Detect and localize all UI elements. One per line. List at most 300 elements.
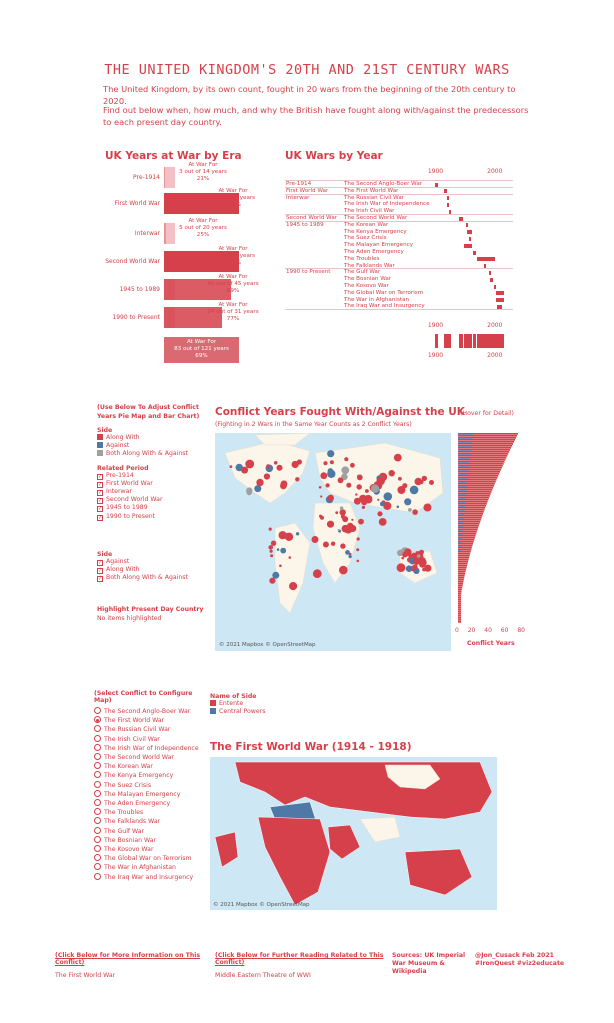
- country-bar[interactable]: [458, 535, 476, 537]
- country-pie-dot[interactable]: [270, 550, 273, 553]
- country-bar-against[interactable]: [458, 521, 464, 523]
- conflict-radio[interactable]: [94, 716, 206, 725]
- footer-info-link[interactable]: The First World War: [55, 972, 116, 979]
- country-pie-dot[interactable]: [397, 563, 406, 572]
- country-pie-dot[interactable]: [245, 460, 254, 469]
- checkbox-checked-icon: ✓: [98, 514, 103, 521]
- country-bar[interactable]: [458, 519, 481, 521]
- wars-name[interactable]: The Irish Civil War: [344, 208, 395, 215]
- war-year-bar[interactable]: [464, 244, 472, 248]
- side-legend-item[interactable]: [97, 442, 207, 450]
- era-bar[interactable]: [164, 167, 165, 188]
- country-pie-dot[interactable]: [285, 533, 293, 541]
- country-pie-dot[interactable]: [357, 537, 360, 540]
- country-bar[interactable]: [458, 443, 513, 445]
- era-label: First World War: [114, 200, 160, 207]
- period-checkbox[interactable]: [97, 513, 207, 521]
- country-bar-against[interactable]: [458, 489, 467, 491]
- country-pie-dot[interactable]: [404, 498, 411, 505]
- country-pie-dot[interactable]: [312, 536, 319, 543]
- country-bar[interactable]: [458, 575, 465, 577]
- country-pie-dot[interactable]: [402, 483, 407, 488]
- country-pie-dot[interactable]: [380, 478, 384, 482]
- country-pie-dot[interactable]: [429, 480, 434, 485]
- mini-timeline-bar: [459, 334, 463, 348]
- conflict-radio[interactable]: [94, 873, 206, 882]
- country-pie-dot[interactable]: [254, 485, 261, 492]
- footer-reading-title: (Click Below for Further Reading Related to This Conflict): [215, 952, 384, 966]
- country-bar[interactable]: [458, 553, 470, 555]
- country-bar[interactable]: [458, 617, 461, 619]
- country-bar-against[interactable]: [458, 493, 466, 495]
- conflict-radio[interactable]: [94, 836, 206, 845]
- country-pie-dot[interactable]: [277, 465, 283, 471]
- country-pie-dot[interactable]: [327, 495, 334, 502]
- country-bar[interactable]: [458, 609, 461, 611]
- country-pie-dot[interactable]: [264, 473, 270, 479]
- country-pie-dot[interactable]: [419, 562, 425, 568]
- country-pie-dot[interactable]: [348, 555, 351, 558]
- country-bar[interactable]: [458, 547, 472, 549]
- wars-name[interactable]: The Falklands War: [344, 262, 395, 269]
- country-bar[interactable]: [458, 599, 461, 601]
- country-bar-against[interactable]: [458, 485, 467, 487]
- country-pie-dot[interactable]: [330, 460, 334, 464]
- country-pie-dot[interactable]: [340, 506, 344, 510]
- wars-name[interactable]: The First World War: [344, 187, 399, 194]
- country-pie-dot[interactable]: [417, 554, 421, 558]
- country-pie-dot[interactable]: [384, 492, 393, 501]
- country-pie-dot[interactable]: [365, 489, 369, 493]
- conflict-radio[interactable]: [94, 854, 206, 863]
- country-pie-dot[interactable]: [338, 477, 344, 483]
- side-name-item[interactable]: [210, 700, 265, 708]
- country-bar[interactable]: [458, 503, 487, 505]
- country-bar[interactable]: [458, 483, 495, 485]
- wars-name[interactable]: The Second Anglo-Boer War: [344, 181, 423, 187]
- country-pie-dot[interactable]: [355, 493, 357, 495]
- radio-icon: [94, 808, 101, 815]
- war-year-bar[interactable]: [489, 271, 491, 275]
- country-pie-dot[interactable]: [422, 568, 426, 572]
- country-bar[interactable]: [458, 515, 482, 517]
- country-bar[interactable]: [458, 595, 461, 597]
- country-bar[interactable]: [458, 573, 465, 575]
- period-label: Pre-1914: [106, 471, 134, 479]
- country-bar-against[interactable]: [458, 473, 468, 475]
- country-pie-dot[interactable]: [379, 518, 387, 526]
- country-pie-dot[interactable]: [356, 548, 359, 551]
- country-pie-dot[interactable]: [279, 565, 282, 568]
- country-bar[interactable]: [458, 555, 470, 557]
- country-pie-dot[interactable]: [271, 541, 276, 546]
- country-pie-dot[interactable]: [289, 556, 292, 559]
- period-checkbox[interactable]: [97, 504, 207, 512]
- country-bar-against[interactable]: [458, 449, 471, 451]
- checkbox-checked-icon: ✓: [98, 473, 103, 480]
- country-pie-dot[interactable]: [406, 565, 413, 572]
- country-pie-dot[interactable]: [357, 560, 360, 563]
- war-year-bar[interactable]: [469, 237, 471, 241]
- country-pie-dot[interactable]: [394, 454, 402, 462]
- country-pie-dot[interactable]: [277, 548, 280, 551]
- country-bar[interactable]: [458, 561, 468, 563]
- country-bar-against[interactable]: [458, 481, 467, 483]
- war-year-bar[interactable]: [447, 203, 449, 207]
- country-pie-dot[interactable]: [345, 550, 350, 555]
- country-bar[interactable]: [458, 447, 511, 449]
- country-bar[interactable]: [458, 613, 461, 615]
- country-bar-against[interactable]: [458, 513, 464, 515]
- conflict-radio[interactable]: [94, 771, 206, 780]
- war-year-bar[interactable]: [447, 196, 449, 200]
- highlight-value[interactable]: No items highlighted: [97, 615, 162, 623]
- mini-timeline-bar: [484, 334, 486, 348]
- wars-name[interactable]: The Aden Emergency: [344, 249, 404, 255]
- country-pie-dot[interactable]: [340, 543, 345, 548]
- war-map[interactable]: [210, 757, 497, 910]
- country-bar[interactable]: [458, 451, 509, 453]
- conflict-radio[interactable]: [94, 725, 206, 734]
- country-bar[interactable]: [458, 611, 461, 613]
- country-pie-dot[interactable]: [320, 516, 324, 520]
- war-map-title: The First World War (1914 - 1918): [210, 741, 412, 753]
- country-pie-dot[interactable]: [416, 551, 419, 554]
- country-pie-dot[interactable]: [410, 486, 419, 495]
- country-bar-against[interactable]: [458, 501, 465, 503]
- conflict-label: The Bosnian War: [104, 836, 157, 844]
- country-bar[interactable]: [458, 579, 464, 581]
- country-bar[interactable]: [458, 523, 480, 525]
- country-bar[interactable]: [458, 435, 517, 437]
- wars-axis-tick-bottom: 1900: [427, 322, 444, 329]
- country-pie-dot[interactable]: [389, 470, 395, 476]
- greenland-shape: [255, 433, 310, 445]
- country-bar-against[interactable]: [458, 517, 464, 519]
- country-bar[interactable]: [458, 591, 462, 593]
- country-pie-dot[interactable]: [351, 519, 353, 521]
- country-bar[interactable]: [458, 569, 466, 571]
- radio-icon: [94, 863, 101, 870]
- country-bar[interactable]: [458, 585, 463, 587]
- country-pie-dot[interactable]: [358, 519, 364, 525]
- country-bar[interactable]: [458, 543, 473, 545]
- country-pie-dot[interactable]: [319, 486, 322, 489]
- country-pie-dot[interactable]: [266, 464, 270, 468]
- country-pie-dot[interactable]: [361, 499, 367, 505]
- legend-swatch: [210, 700, 216, 706]
- country-bar[interactable]: [458, 495, 490, 497]
- conflict-radio[interactable]: [94, 808, 206, 817]
- country-bar[interactable]: [458, 619, 461, 621]
- country-bar[interactable]: [458, 551, 471, 553]
- highlight-title: Highlight Present Day Country: [97, 606, 204, 614]
- conflict-radio[interactable]: [94, 845, 206, 854]
- country-pie-dot[interactable]: [342, 525, 350, 533]
- country-bar-against[interactable]: [458, 525, 463, 527]
- country-bar[interactable]: [458, 565, 467, 567]
- country-pie-dot[interactable]: [256, 479, 263, 486]
- country-pie-dot[interactable]: [401, 557, 404, 560]
- country-bar-against[interactable]: [458, 453, 471, 455]
- radio-icon: [94, 735, 101, 742]
- wars-era-label: Interwar: [286, 194, 310, 201]
- country-bar[interactable]: [458, 607, 461, 609]
- wars-axis-tick-top: 1900: [427, 168, 444, 175]
- country-pie-dot[interactable]: [320, 495, 322, 497]
- country-pie-dot[interactable]: [327, 521, 334, 528]
- country-bar-against[interactable]: [458, 441, 472, 443]
- conflict-years-bar-chart[interactable]: [458, 433, 520, 623]
- country-pie-dot[interactable]: [328, 468, 334, 474]
- conflict-radio[interactable]: [94, 744, 206, 753]
- country-pie-dot[interactable]: [296, 532, 299, 535]
- country-bar[interactable]: [458, 559, 469, 561]
- wars-name[interactable]: The Russian Civil War: [344, 194, 405, 201]
- country-pie-dot[interactable]: [377, 499, 379, 501]
- side-label: Both Along With & Against: [106, 574, 188, 582]
- wars-name[interactable]: The Malayan Emergency: [344, 242, 414, 249]
- country-bar[interactable]: [458, 455, 507, 457]
- country-bar[interactable]: [458, 439, 515, 441]
- country-bar[interactable]: [458, 557, 469, 559]
- country-pie-dot[interactable]: [354, 498, 361, 505]
- country-bar[interactable]: [458, 621, 461, 623]
- era-bar-line: 5 out of 5 years: [210, 195, 256, 202]
- country-bar[interactable]: [458, 475, 498, 477]
- country-pie-dot[interactable]: [230, 465, 233, 468]
- side-name-item[interactable]: [210, 708, 265, 716]
- country-pie-dot[interactable]: [413, 558, 420, 565]
- war-year-bar[interactable]: [477, 257, 495, 261]
- conflict-radio[interactable]: [94, 781, 206, 790]
- war-year-bar[interactable]: [490, 278, 492, 282]
- country-bar[interactable]: [458, 567, 467, 569]
- period-label: Interwar: [106, 488, 132, 496]
- country-bar[interactable]: [458, 527, 478, 529]
- country-pie-dot[interactable]: [268, 545, 273, 550]
- conflict-label: The Aden Emergency: [104, 800, 171, 808]
- country-bar[interactable]: [458, 459, 505, 461]
- country-bar[interactable]: [458, 471, 500, 473]
- period-checkbox[interactable]: [97, 472, 207, 480]
- country-bar-against[interactable]: [458, 465, 469, 467]
- country-bar-against[interactable]: [458, 445, 472, 447]
- conflict-radio[interactable]: [94, 790, 206, 799]
- country-bar-against[interactable]: [458, 541, 462, 543]
- conflict-radio[interactable]: [94, 817, 206, 826]
- country-pie-dot[interactable]: [338, 529, 340, 531]
- country-bar[interactable]: [458, 581, 463, 583]
- conflict-label: The Russian Civil War: [104, 726, 171, 734]
- country-bar-against[interactable]: [458, 533, 463, 535]
- country-pie-dot[interactable]: [349, 525, 356, 532]
- country-bar[interactable]: [458, 603, 461, 605]
- country-bar[interactable]: [458, 531, 477, 533]
- country-bar[interactable]: [458, 487, 493, 489]
- country-pie-dot[interactable]: [295, 477, 299, 481]
- country-bar-against[interactable]: [458, 505, 465, 507]
- country-pie-dot[interactable]: [408, 508, 412, 512]
- war-year-bar[interactable]: [496, 298, 504, 302]
- footer-author: [475, 952, 565, 968]
- wars-name[interactable]: The Korean War: [344, 221, 389, 228]
- country-pie-dot[interactable]: [402, 552, 408, 558]
- country-pie-dot[interactable]: [247, 490, 252, 495]
- country-pie-dot[interactable]: [241, 467, 248, 474]
- country-bar[interactable]: [458, 571, 466, 573]
- country-bar[interactable]: [458, 491, 492, 493]
- wars-name[interactable]: The Global War on Terrorism: [344, 289, 424, 296]
- country-pie-dot[interactable]: [289, 582, 297, 590]
- war-year-bar[interactable]: [496, 291, 504, 295]
- period-checkbox[interactable]: [97, 496, 207, 504]
- country-pie-dot[interactable]: [326, 483, 330, 487]
- wars-name[interactable]: The Troubles: [344, 255, 380, 262]
- country-pie-dot[interactable]: [272, 572, 279, 579]
- country-pie-dot[interactable]: [346, 483, 351, 488]
- country-pie-dot[interactable]: [292, 461, 299, 468]
- period-checkbox[interactable]: [97, 488, 207, 496]
- country-bar[interactable]: [458, 577, 464, 579]
- country-bar[interactable]: [458, 539, 474, 541]
- country-pie-dot[interactable]: [362, 506, 365, 509]
- wars-name[interactable]: The Second World War: [344, 215, 408, 221]
- country-bar[interactable]: [458, 467, 502, 469]
- side-checkbox[interactable]: [97, 574, 207, 582]
- conflict-radio[interactable]: [94, 863, 206, 872]
- conflict-label: The Suez Crisis: [104, 781, 152, 789]
- country-pie-dot[interactable]: [413, 565, 418, 570]
- country-pie-dot[interactable]: [320, 472, 327, 479]
- radio-icon: [94, 762, 101, 769]
- country-pie-dot[interactable]: [331, 542, 335, 546]
- era-bar[interactable]: [164, 223, 166, 244]
- country-pie-dot[interactable]: [398, 477, 402, 481]
- era-chart-title: UK Years at War by Era: [105, 150, 242, 162]
- country-bar-against[interactable]: [458, 437, 473, 439]
- country-bar[interactable]: [458, 499, 488, 501]
- wars-name[interactable]: The War in Afghanistan: [344, 296, 410, 303]
- wars-name[interactable]: The Suez Crisis: [344, 235, 387, 242]
- conflict-radio[interactable]: [94, 735, 206, 744]
- country-bar-against[interactable]: [458, 433, 473, 435]
- wars-name[interactable]: The Gulf War: [344, 269, 381, 276]
- country-bar-against[interactable]: [458, 509, 465, 511]
- country-bar[interactable]: [458, 511, 484, 513]
- country-pie-dot[interactable]: [323, 461, 327, 465]
- country-bar-against[interactable]: [458, 457, 470, 459]
- period-checkbox[interactable]: [97, 480, 207, 488]
- conflict-radio[interactable]: [94, 799, 206, 808]
- country-bar[interactable]: [458, 597, 461, 599]
- conflict-radio[interactable]: [94, 827, 206, 836]
- country-pie-dot[interactable]: [335, 511, 338, 514]
- side-checkbox[interactable]: [97, 566, 207, 574]
- country-bar-against[interactable]: [458, 529, 463, 531]
- country-pie-dot[interactable]: [280, 548, 286, 554]
- conflict-map[interactable]: [215, 433, 451, 651]
- country-bar[interactable]: [458, 615, 461, 617]
- country-pie-dot[interactable]: [412, 509, 418, 515]
- side-legend-item[interactable]: [97, 450, 207, 458]
- country-bar[interactable]: [458, 479, 497, 481]
- side-legend-item[interactable]: [97, 434, 207, 442]
- country-pie-dot[interactable]: [357, 484, 362, 489]
- war-year-bar[interactable]: [494, 285, 496, 289]
- country-pie-dot[interactable]: [415, 478, 423, 486]
- country-pie-dot[interactable]: [380, 502, 385, 507]
- era-bar-text: [168, 218, 238, 240]
- radio-icon: [94, 725, 101, 732]
- country-pie-dot[interactable]: [344, 457, 348, 461]
- country-pie-dot[interactable]: [270, 554, 273, 557]
- country-pie-dot[interactable]: [269, 528, 272, 531]
- legend-swatch: [97, 442, 103, 448]
- bar-tick: 60: [500, 627, 509, 634]
- country-pie-dot[interactable]: [371, 484, 379, 492]
- country-bar[interactable]: [458, 587, 462, 589]
- country-bar[interactable]: [458, 593, 461, 595]
- conflict-radio[interactable]: [94, 707, 206, 716]
- country-bar[interactable]: [458, 463, 504, 465]
- country-bar-against[interactable]: [458, 477, 468, 479]
- country-pie-dot[interactable]: [377, 511, 382, 516]
- country-bar[interactable]: [458, 507, 485, 509]
- country-bar-against[interactable]: [458, 497, 466, 499]
- wars-name[interactable]: The Kenya Emergency: [344, 228, 407, 235]
- country-pie-dot[interactable]: [327, 450, 334, 457]
- country-pie-dot[interactable]: [339, 566, 348, 575]
- wars-name[interactable]: The Bosnian War: [344, 276, 392, 283]
- war-year-bar[interactable]: [467, 230, 472, 234]
- war-year-bar[interactable]: [473, 251, 476, 255]
- period-label: 1990 to Present: [106, 512, 156, 520]
- wars-name[interactable]: The Iraq War and Insurgency: [344, 303, 425, 310]
- country-bar-against[interactable]: [458, 537, 462, 539]
- wars-name[interactable]: The Irish War of Independence: [344, 201, 430, 208]
- side-checkbox[interactable]: [97, 558, 207, 566]
- war-year-bar[interactable]: [466, 223, 468, 227]
- country-bar[interactable]: [458, 605, 461, 607]
- country-pie-dot[interactable]: [323, 542, 329, 548]
- country-pie-dot[interactable]: [313, 569, 322, 578]
- country-bar[interactable]: [458, 589, 462, 591]
- conflict-radio[interactable]: [94, 762, 206, 771]
- country-pie-dot[interactable]: [357, 475, 363, 481]
- country-pie-dot[interactable]: [424, 504, 432, 512]
- country-bar-against[interactable]: [458, 549, 461, 551]
- era-bar-text: [198, 274, 268, 296]
- country-pie-dot[interactable]: [350, 463, 355, 468]
- country-bar[interactable]: [458, 563, 468, 565]
- footer-reading-link[interactable]: Middle Eastern Theatre of WWI: [215, 972, 311, 979]
- country-bar[interactable]: [458, 583, 463, 585]
- country-pie-dot[interactable]: [274, 461, 278, 465]
- country-pie-dot[interactable]: [397, 506, 400, 509]
- country-pie-dot[interactable]: [422, 476, 427, 481]
- country-pie-dot[interactable]: [341, 466, 349, 474]
- country-bar-against[interactable]: [458, 461, 470, 463]
- country-bar[interactable]: [458, 601, 461, 603]
- country-bar-against[interactable]: [458, 469, 469, 471]
- country-pie-dot[interactable]: [342, 517, 344, 519]
- wars-name[interactable]: The Kosovo War: [344, 283, 389, 289]
- conflict-radio[interactable]: [94, 753, 206, 762]
- country-bar-against[interactable]: [458, 545, 462, 547]
- side-legend-title: Side: [97, 427, 113, 434]
- country-pie-dot[interactable]: [281, 480, 288, 487]
